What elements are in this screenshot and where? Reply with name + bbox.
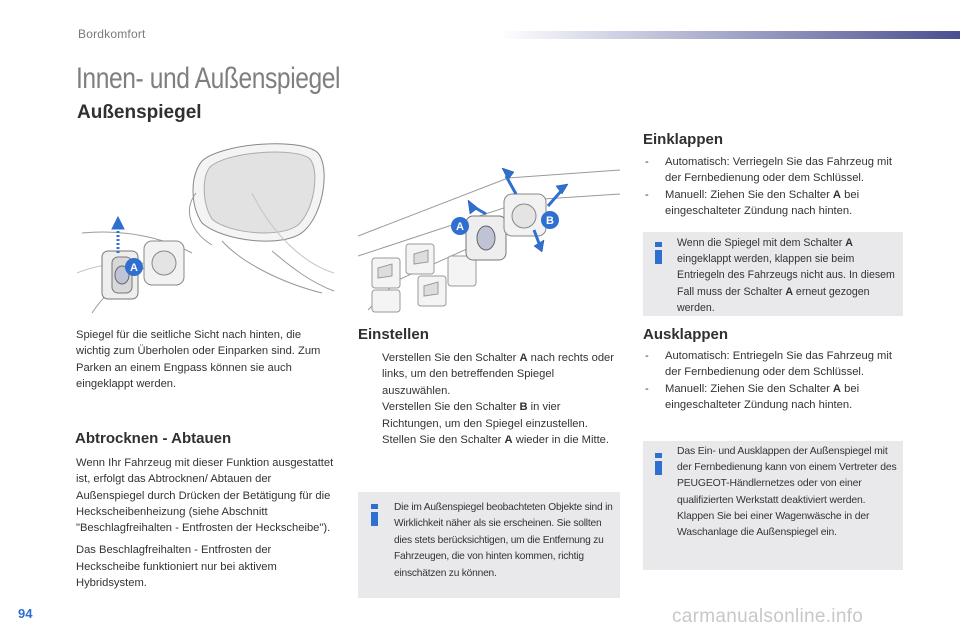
mirror-switch-illustration [72,133,338,315]
einklappen-list [643,154,905,220]
info-box-einklappen: Wenn die Spiegel mit dem Schalter A eingeklappt werden, klappen sie beim Entriegeln des Fahrzeugs nicht aus. In diesem Fall muss der Schalter A erneut gezogen werden. [643,232,903,316]
heading-aussenspiegel: Außenspiegel [77,102,202,123]
list-item: - Manuell: Ziehen Sie den Schalter A bei eingeschalteter Zündung nach hinten. [645,382,860,412]
abtrocknen-text [76,455,334,591]
einstellen-list [360,350,616,448]
list-item: Verstellen Sie den Schalter A nach rechts oder links, um den betreffenden Spiegel auszuwählen. [382,352,614,397]
door-switch-panel-illustration [358,160,620,316]
info-box-einstellen [358,492,620,598]
dash-marker: - [645,188,649,201]
page-title: Innen- und Außenspiegel [76,62,341,95]
dash-marker: - [645,382,649,395]
heading-einstellen: Einstellen [358,326,429,343]
section-label: Bordkomfort [78,27,146,41]
intro-paragraph [76,327,334,392]
list-item: - Automatisch: Verriegeln Sie das Fahrzeug mit der Fernbedienung oder dem Schlüssel. [645,156,892,185]
switch-a-label: A [130,262,138,274]
abtrocknen-paragraph-1: Wenn Ihr Fahrzeug mit dieser Funktion ausgestattet ist, erfolgt das Abtrocknen/ Abtauen der Außenspiegel durch Drücken der Betätigung für die Heckscheibenheizung (siehe Abschnitt "Beschlagfreihalten - Entfrosten der Heckscheibe"). [76,457,334,535]
watermark: carmanualsonline.info [672,606,864,627]
header-gradient-bar [500,31,960,39]
intro-text: Spiegel für die seitliche Sicht nach hinten, die wichtig zum Überholen oder Einparken sind. Zum Parken an einem Engpass können sie auch eingeklappt werden. [76,329,321,390]
page-number: 94 [18,606,33,621]
heading-einklappen: Einklappen [643,131,724,148]
list-item: Verstellen Sie den Schalter B in vier Richtungen, um den Spiegel einzustellen. [382,401,588,430]
panel-b-label: B [546,215,554,227]
dash-marker: - [645,350,649,362]
list-item: Stellen Sie den Schalter A wieder in die Mitte. [382,434,610,447]
ausklappen-list [643,348,905,414]
info-text: Das Ein- und Ausklappen der Außenspiegel mit der Fernbedienung kann von einem Vertreter des PEUGEOT-Händlernetzes oder von einer qualifizierten Werkstatt deaktiviert werden. Klappen Sie bei einer Wagenwäsche in der Waschanlage die Außenspiegel ein. [677,446,897,539]
dash-marker: - [645,156,649,168]
info-box-ausklappen [643,441,903,570]
info-text: Die im Außenspiegel beobachteten Objekte sind in Wirklichkeit näher als sie erscheinen. Sie sollten dies stets berücksichtigen, um die Entfernung zu Fahrzeugen, die von hinten kommen, richtig einschätzen zu können. [394,502,613,579]
list-item: - Manuell: Ziehen Sie den Schalter A bei eingeschalteter Zündung nach hinten. [645,188,860,218]
abtrocknen-paragraph-2: Das Beschlagfreihalten - Entfrosten der Heckscheibe funktioniert nur bei aktivem Hybridsystem. [76,544,277,590]
heading-abtrocknen: Abtrocknen - Abtauen [75,430,232,447]
list-item: - Automatisch: Entriegeln Sie das Fahrzeug mit der Fernbedienung oder dem Schlüssel. [645,350,892,379]
panel-a-label: A [456,221,464,233]
heading-ausklappen: Ausklappen [643,326,729,343]
